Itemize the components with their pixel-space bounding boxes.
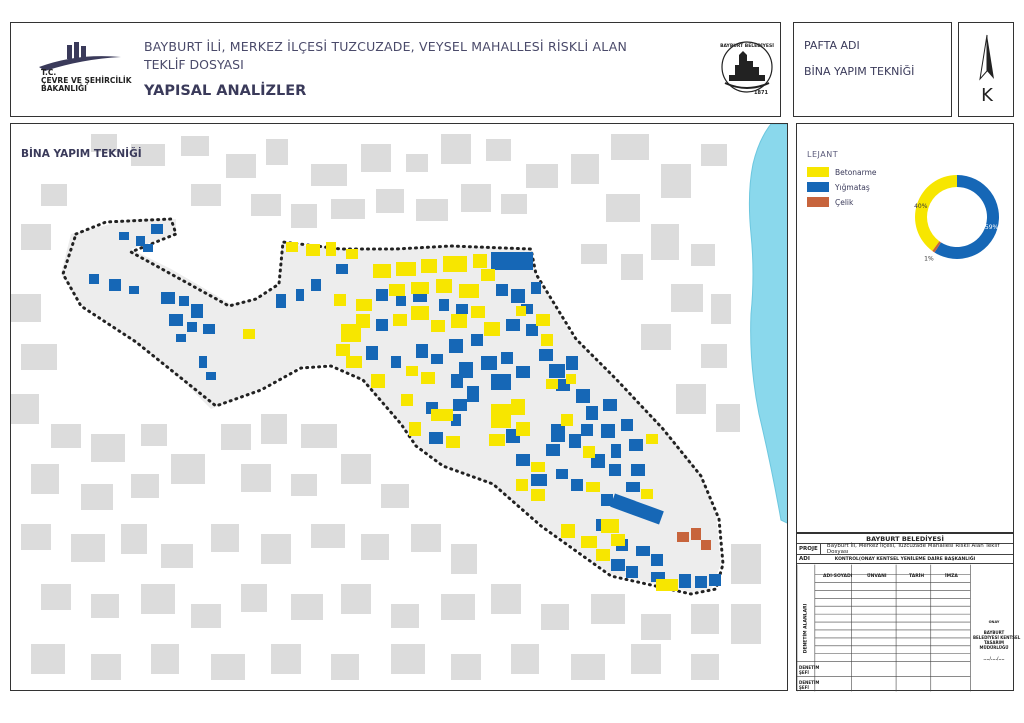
department-row: KONTROL(ONAY KENTSEL YENİLEME DAİRE BAŞKANLIĞI — [797, 555, 1013, 564]
sheet-name-panel — [793, 22, 952, 117]
project-title-line2: TEKLİF DOSYASI — [144, 57, 244, 72]
title-block — [796, 533, 1021, 691]
donut-chart — [902, 162, 1012, 272]
row-label-2: DENETİM ŞEFİ — [799, 680, 820, 690]
seal-year: 1871 — [754, 90, 768, 96]
map-panel — [10, 123, 788, 691]
legend-title: LEJANT — [807, 150, 839, 159]
legend-label: Yığmataş — [835, 182, 870, 192]
legend-swatch — [807, 167, 829, 177]
side-label: DENETİM ALANLARI — [803, 603, 809, 654]
legend-panel — [796, 123, 1014, 533]
approval-line-1: BAYBURT — [983, 630, 1005, 635]
legend-item-yigmatas — [807, 181, 870, 193]
donut-slice-betonarme — [915, 175, 957, 251]
north-letter: K — [981, 85, 993, 106]
project-label: PROJE ADI — [797, 544, 821, 554]
seal-text: BAYBURT BELEDİYESİ — [720, 44, 774, 49]
column-name: ADI-SOYADI — [823, 574, 853, 579]
ministry-line-3: BAKANLIĞI — [41, 84, 87, 93]
donut-label: 59% — [984, 224, 999, 232]
signature-grid — [797, 564, 1021, 692]
municipality-name: BAYBURT BELEDİYESİ — [797, 534, 1013, 544]
approval-line-2: BELEDİYESİ KENTSEL — [973, 635, 1021, 640]
sheet-subject-title: YAPISAL ANALİZLER — [144, 83, 307, 99]
sheet-name-label: PAFTA ADI — [804, 39, 860, 52]
legend-label: Çelik — [835, 197, 854, 207]
column-title: ÜNVANI — [867, 574, 887, 579]
sheet-name-value: BİNA YAPIM TEKNİĞİ — [804, 65, 915, 78]
river — [749, 124, 788, 524]
ministry-line-2: ÇEVRE VE ŞEHİRCİLİK — [41, 76, 132, 85]
ministry-line-1: T.C. — [41, 68, 57, 77]
legend-swatch — [807, 182, 829, 192]
north-arrow-icon — [977, 33, 997, 83]
header-panel — [10, 22, 781, 117]
municipality-seal-icon — [719, 37, 775, 101]
approval-title: ONAY — [988, 620, 1000, 624]
north-arrow-panel — [958, 22, 1014, 117]
approval-line-4: MÜDÜRLÜĞÜ — [979, 645, 1009, 650]
column-signature: İMZA — [945, 574, 958, 579]
approval-date: ..../..../.... — [983, 656, 1005, 661]
legend-item-celik — [807, 196, 853, 208]
project-title-line1: BAYBURT İLİ, MERKEZ İLÇESİ TUZCUZADE, VEYSEL MAHALLESİ RİSKLİ ALAN — [144, 39, 628, 54]
column-date: TARİH — [909, 574, 925, 579]
legend-swatch — [807, 197, 829, 207]
approval-line-3: TASARIM — [983, 640, 1005, 645]
donut-label: 40% — [914, 202, 928, 210]
donut-label: 1% — [924, 255, 934, 263]
legend-item-betonarme — [807, 166, 877, 178]
map-canvas — [11, 124, 788, 691]
row-label-1: DENETİM ŞEFİ — [799, 665, 820, 675]
legend-label: Betonarme — [835, 167, 877, 177]
map-title: BİNA YAPIM TEKNİĞİ — [21, 148, 142, 160]
project-value: Bayburt İli, Merkez İlçesi, Tuzcuzade Mahallesi Riskli Alan Teklif Dosyası — [826, 543, 1000, 555]
